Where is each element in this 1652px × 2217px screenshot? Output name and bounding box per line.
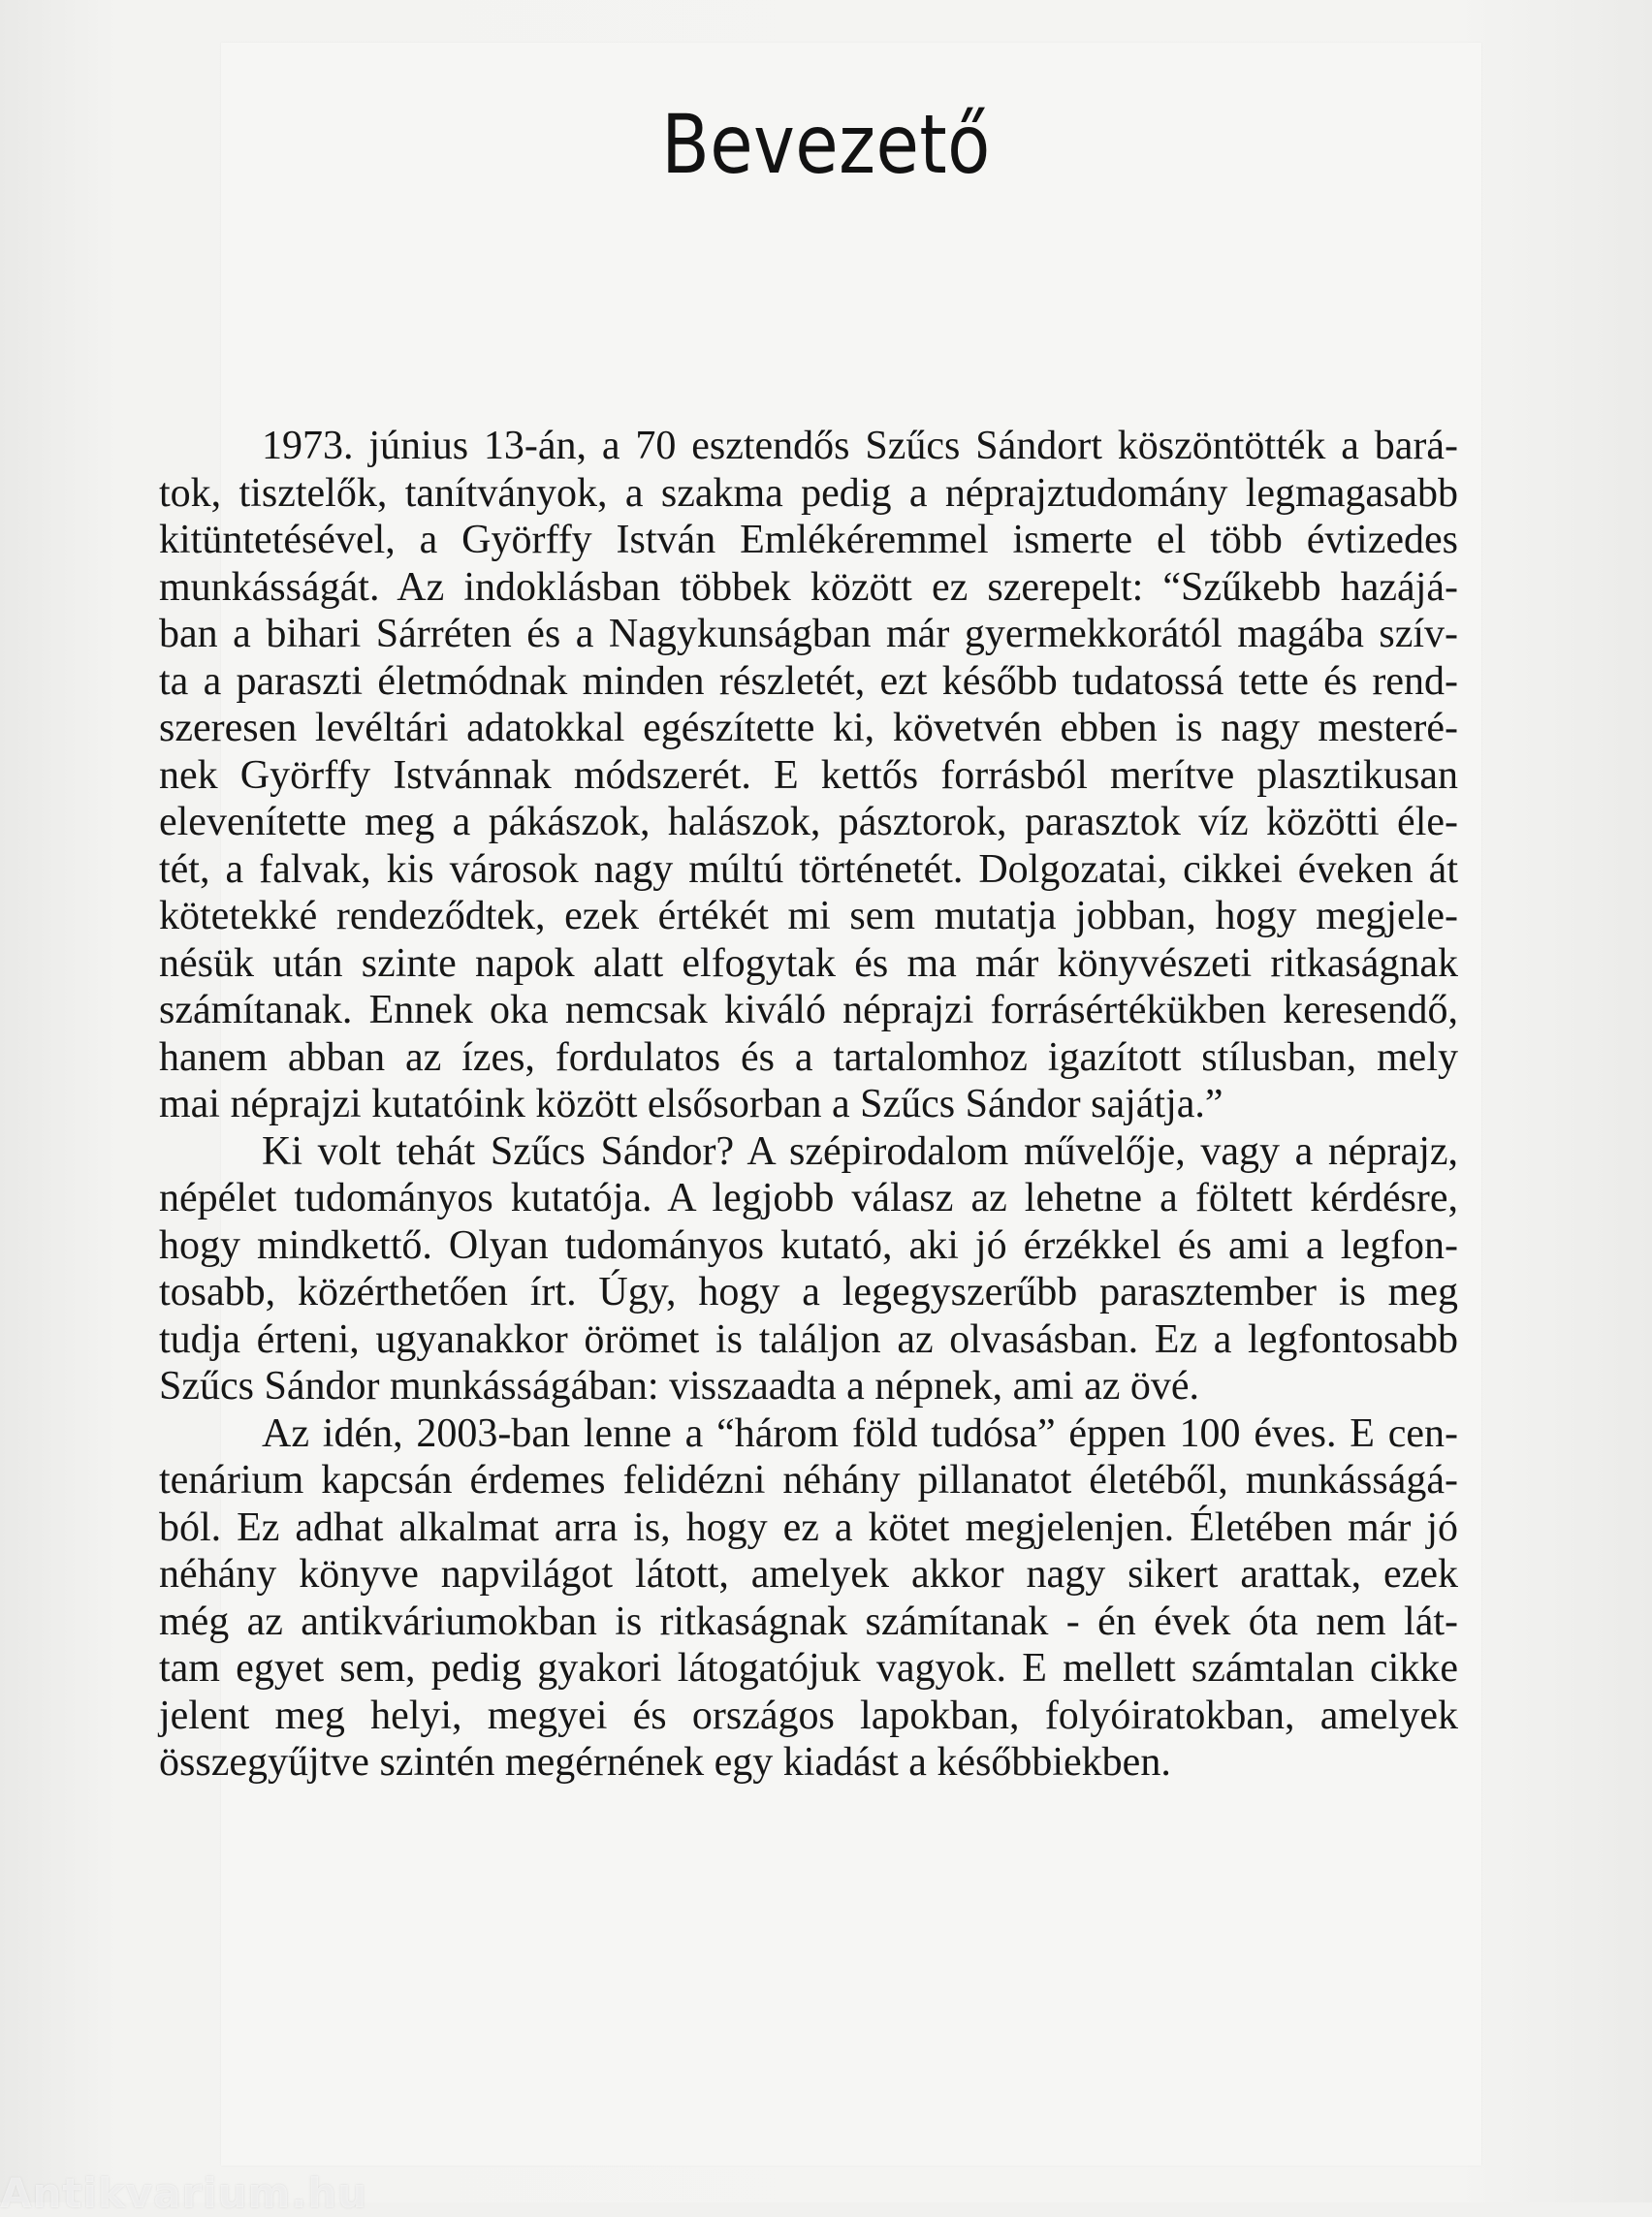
page-title: Bevezető (661, 97, 991, 192)
text-line: 1973. június 13-án, a 70 esztendős Szűcs Sándort köszöntötték a bará- (262, 424, 1458, 468)
text-line: tudja érteni, ugyanakkor örömet is találjon az olvasásban. Ez a legfontosabb (159, 1316, 1458, 1362)
text-line: mai néprajzi kutatóink között elsősorban a Szűcs Sándor sajátja.” (159, 1082, 1223, 1126)
text-line: ta a paraszti életmódnak minden részletét, ezt később tudatossá tette és rend- (159, 658, 1458, 704)
watermark: Antikvarium.hu (0, 2169, 368, 2217)
text-line: néhány könyve napvilágot látott, amelyek akkor nagy sikert arattak, ezek (159, 1552, 1458, 1597)
text-line: népélet tudományos kutatója. A legjobb válasz az lehetne a föltett kérdésre, (159, 1176, 1458, 1220)
text-line: tam egyet sem, pedig gyakori látogatójuk vagyok. E mellett számtalan cikke (159, 1646, 1458, 1691)
body-text (159, 423, 1458, 1787)
text-line: összegyűjtve szintén megérnének egy kiadást a későbbiekben. (159, 1740, 1171, 1785)
text-line: kötetekké rendeződtek, ezek értékét mi sem mutatja jobban, hogy megjele- (159, 894, 1458, 938)
text-line: hanem abban az ízes, fordulatos és a tartalomhoz igazított stílusban, mely (159, 1034, 1458, 1080)
text-line: kitüntetésével, a Györffy István Emlékéremmel ismerte el több évtizedes (159, 518, 1458, 562)
text-line: jelent meg helyi, megyei és országos lapokban, folyóiratokban, amelyek (159, 1693, 1458, 1738)
text-line: Az idén, 2003-ban lenne a “három föld tudósa” éppen 100 éves. E cen- (262, 1410, 1458, 1456)
text-line: Ki volt tehát Szűcs Sándor? A szépirodalom művelője, vagy a néprajz, (262, 1128, 1458, 1174)
paragraph-3 (159, 1410, 1458, 1787)
text-line: nésük után szinte napok alatt elfogytak és ma már könyvészeti ritkaságnak (159, 940, 1458, 986)
text-line: még az antikváriumokban is ritkaságnak számítanak - én évek óta nem lát- (159, 1599, 1458, 1644)
paragraph-1 (159, 423, 1458, 1128)
text-line: nek Györffy Istvánnak módszerét. E kettős forrásból merítve plasztikusan (159, 752, 1458, 798)
text-line: tenárium kapcsán érdemes felidézni néhány pillanatot életéből, munkásságá- (159, 1458, 1458, 1503)
text-line: munkásságát. Az indoklásban többek között ez szerepelt: “Szűkebb hazájá- (159, 564, 1458, 610)
paragraph-2 (159, 1128, 1458, 1410)
text-line: hogy mindkettő. Olyan tudományos kutató, aki jó érzékkel és ami a legfon- (159, 1222, 1458, 1268)
text-line: számítanak. Ennek oka nemcsak kiváló néprajzi forrásértékükben keresendő, (159, 988, 1458, 1032)
text-line: elevenítette meg a pákászok, halászok, pásztorok, parasztok víz közötti éle- (159, 800, 1458, 844)
text-line: szeresen levéltári adatokkal egészítette ki, követvén ebben is nagy mesteré- (159, 706, 1458, 750)
text-line: tok, tisztelők, tanítványok, a szakma pedig a néprajztudomány legmagasabb (159, 470, 1458, 516)
text-line: tosabb, közérthetően írt. Úgy, hogy a legegyszerűbb parasztember is meg (159, 1270, 1458, 1314)
text-line: tét, a falvak, kis városok nagy múltú történetét. Dolgozatai, cikkei éveken át (159, 846, 1458, 892)
text-line: ból. Ez adhat alkalmat arra is, hogy ez a kötet megjelenjen. Életében már jó (159, 1504, 1458, 1550)
text-line: Szűcs Sándor munkásságában: visszaadta a népnek, ami az övé. (159, 1364, 1199, 1409)
text-line: ban a bihari Sárréten és a Nagykunságban már gyermekkorától magába szív- (159, 612, 1458, 656)
